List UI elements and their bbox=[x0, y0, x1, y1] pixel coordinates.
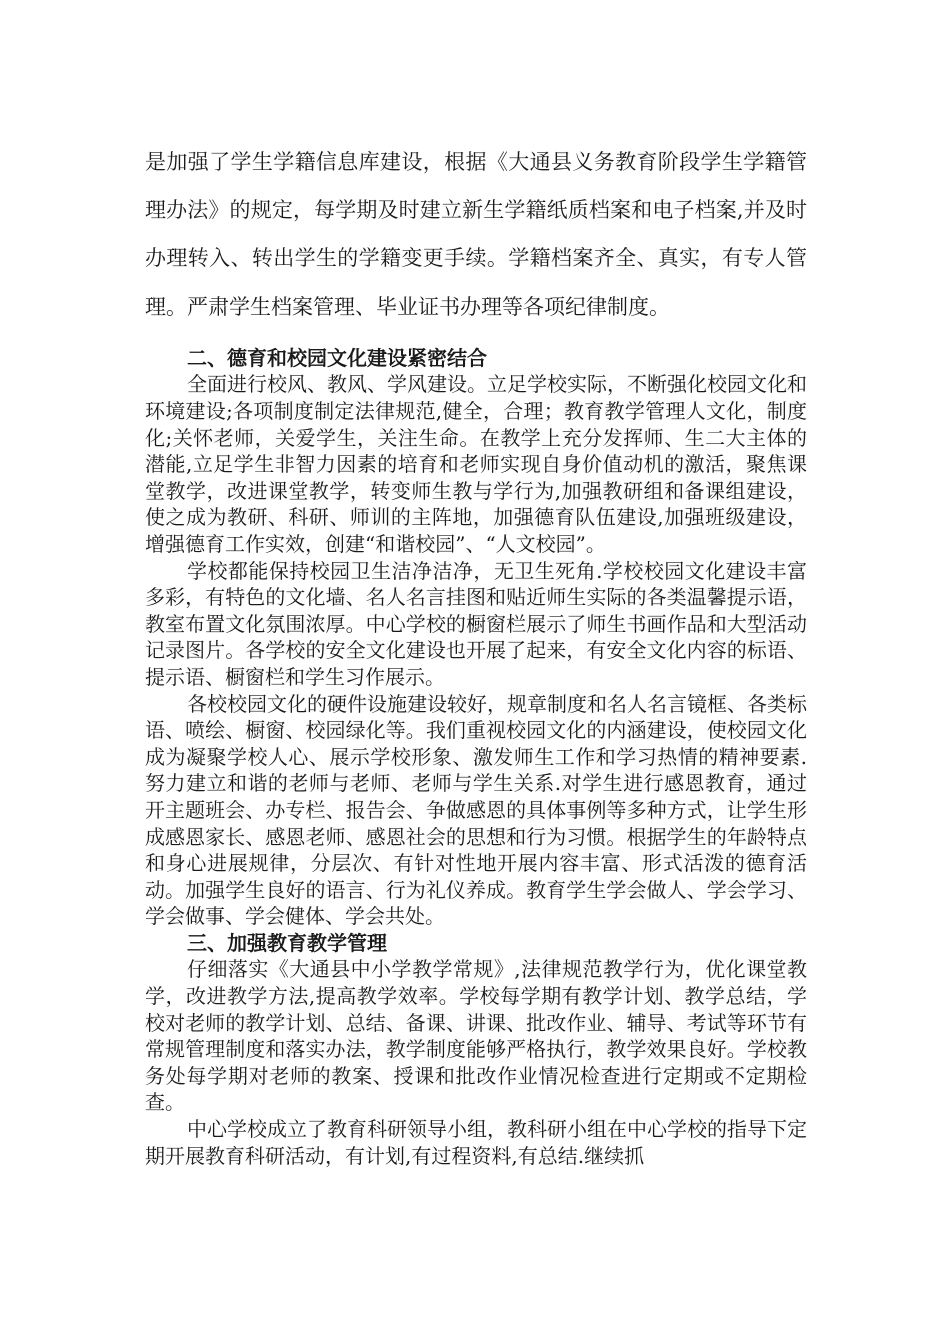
paragraph: 仔细落实《大通县中小学教学常规》,法律规范教学行为，优化课堂教学，改进教学方法,提高教学效率。学校每学期有教学计划、教学总结，学校对老师的教学计划、总结、备课、讲课、批改作业、辅导、考试等环节有常规管理制度和落实办法，教学制度能够严格执行，教学效果良好。学校教务处每学期对老师的教案、授课和批改作业情况检查进行定期或不定期检查。 bbox=[145, 957, 807, 1115]
paragraph: 中心学校成立了教育科研领导小组，教科研小组在中心学校的指导下定期开展教育科研活动，有计划,有过程资料,有总结.继续抓 bbox=[145, 1117, 807, 1168]
paragraph: 全面进行校风、教风、学风建设。立足学校实际，不断强化校园文化和环境建设;各项制度制定法律规范,健全，合理；教育教学管理人文化，制度化;关怀老师，关爱学生，关注生命。在教学上充分发挥师、生二大主体的潜能,立足学生非智力因素的培育和老师实现自身价值动机的激活，聚焦课堂教学，改进课堂教学，转变师生教与学行为,加强教研组和备课组建设，使之成为教研、科研、师训的主阵地，加强德育队伍建设,加强班级建设，增强德育工作实效，创建“和谐校园”、“人文校园”。 bbox=[145, 372, 807, 556]
paragraph: 学校都能保持校园卫生洁净洁净，无卫生死角.学校校园文化建设丰富多彩，有特色的文化墙、名人名言挂图和贴近师生实际的各类温馨提示语，教室布置文化氛围浓厚。中心学校的橱窗栏展示了师生书画作品和大型活动记录图片。各学校的安全文化建设也开展了起来，有安全文化内容的标语、提示语、橱窗栏和学生习作展示。 bbox=[145, 558, 807, 689]
document-page bbox=[145, 138, 807, 1169]
section-heading-2: 二、德育和校园文化建设紧密结合 bbox=[187, 345, 487, 370]
section-heading-3: 三、加强教育教学管理 bbox=[187, 930, 387, 955]
paragraph: 各校校园文化的硬件设施建设较好，规章制度和名人名言镜框、各类标语、喷绘、橱窗、校园绿化等。我们重视校园文化的内涵建设，使校园文化成为凝聚学校人心、展示学校形象、激发师生工作和学习热情的精神要素.努力建立和谐的老师与老师、老师与学生关系.对学生进行感恩教育，通过开主题班会、办专栏、报告会、争做感恩的具体事例等多种方式，让学生形成感恩家长、感恩老师、感恩社会的思想和行为习惯。根据学生的年龄特点和身心进展规律，分层次、有针对性地开展内容丰富、形式活泼的德育活动。加强学生良好的语言、行为礼仪养成。教育学生学会做人、学会学习、学会做事、学会健体、学会共处。 bbox=[145, 691, 807, 929]
intro-paragraph: 是加强了学生学籍信息库建设，根据《大通县义务教育阶段学生学籍管理办法》的规定，每学期及时建立新生学籍纸质档案和电子档案,并及时办理转入、转出学生的学籍变更手续。学籍档案齐全、真实，有专人管理。严肃学生档案管理、毕业证书办理等各项纪律制度。 bbox=[145, 150, 807, 319]
